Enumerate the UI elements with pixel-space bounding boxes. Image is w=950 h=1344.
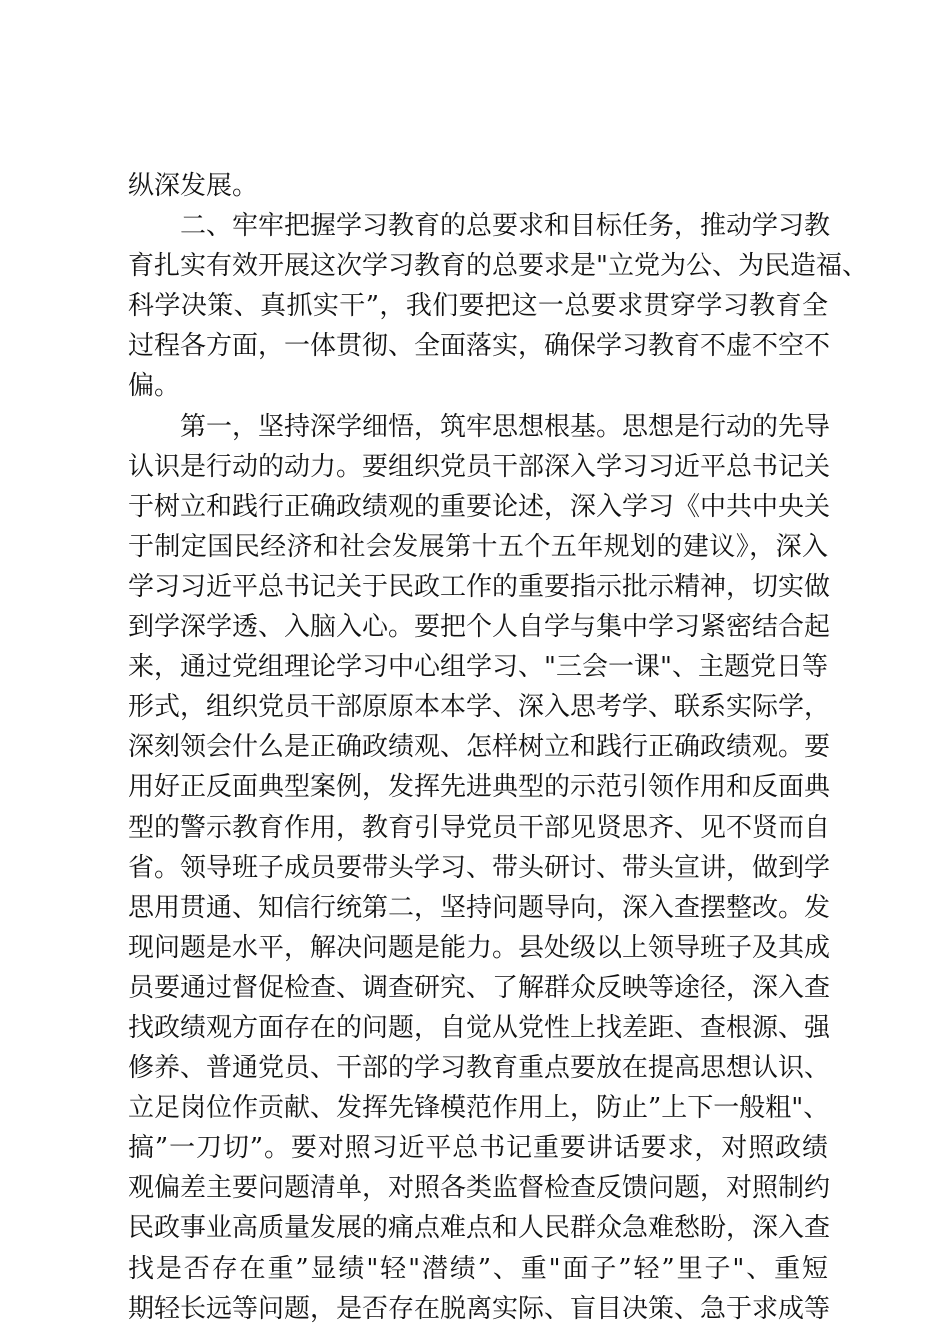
text-line: 搞”一刀切”。要对照习近平总书记重要讲话要求，对照政绩	[128, 1133, 828, 1164]
text-line: 找政绩观方面存在的问题，自觉从党性上找差距、查根源、强	[128, 1012, 831, 1043]
text-line: 纵深发展。	[128, 171, 259, 201]
text-line: 找是否存在重”显绩"轻"潜绩”、重"面子”轻”里子"、重短	[128, 1253, 828, 1284]
text-line: 期轻长远等问题，是否存在脱离实际、盲目决策、急于求成等	[128, 1293, 831, 1324]
section-heading-line: 二、牢牢把握学习教育的总要求和目标任务，推动学习教	[180, 211, 831, 242]
text-line: 立足岗位作贡献、发挥先锋模范作用上，防止”上下一般粗"、	[128, 1093, 830, 1124]
text-line: 过程各方面，一体贯彻、全面落实，确保学习教育不虚不空不	[128, 331, 831, 362]
text-line: 学习习近平总书记关于民政工作的重要指示批示精神，切实做	[128, 571, 831, 602]
text-line: 观偏差主要问题清单，对照各类监督检查反馈问题，对照制约	[128, 1173, 831, 1204]
text-line: 于制定国民经济和社会发展第十五个五年规划的建议》，深入	[128, 531, 828, 562]
text-line: 科学决策、真抓实干”，我们要把这一总要求贯穿学习教育全	[128, 291, 828, 322]
text-line: 育扎实有效开展这次学习教育的总要求是"立党为公、为民造福、	[128, 251, 868, 282]
text-line: 修养、普通党员、干部的学习教育重点要放在提高思想认识、	[128, 1053, 831, 1084]
text-line: 民政事业高质量发展的痛点难点和人民群众急难愁盼，深入查	[128, 1213, 831, 1244]
text-line: 型的警示教育作用，教育引导党员干部见贤思齐、见不贤而自	[128, 812, 831, 843]
text-line: 于树立和践行正确政绩观的重要论述，深入学习《中共中央关	[128, 491, 831, 522]
text-line: 偏。	[128, 371, 181, 402]
text-line: 思用贯通、知信行统第二，坚持问题导向，深入查摆整改。发	[128, 892, 831, 923]
text-line: 到学深学透、入脑入心。要把个人自学与集中学习紧密结合起	[128, 612, 831, 643]
text-line: 省。领导班子成员要带头学习、带头研讨、带头宣讲，做到学	[128, 852, 831, 883]
text-line: 用好正反面典型案例，发挥先进典型的示范引领作用和反面典	[128, 772, 831, 803]
text-line: 现问题是水平，解决问题是能力。县处级以上领导班子及其成	[128, 932, 831, 963]
text-line: 形式，组织党员干部原原本本学、深入思考学、联系实际学，	[128, 692, 831, 723]
body-text	[128, 166, 868, 1329]
text-line: 深刻领会什么是正确政绩观、怎样树立和践行正确政绩观。要	[128, 732, 831, 763]
text-line: 来，通过党组理论学习中心组学习、"三会一课"、主题党日等	[128, 652, 828, 683]
paragraph-start-line: 第一，坚持深学细悟，筑牢思想根基。思想是行动的先导	[180, 411, 831, 442]
text-line: 认识是行动的动力。要组织党员干部深入学习习近平总书记关	[128, 451, 831, 482]
text-line: 员要通过督促检查、调查研究、了解群众反映等途径，深入查	[128, 972, 831, 1003]
